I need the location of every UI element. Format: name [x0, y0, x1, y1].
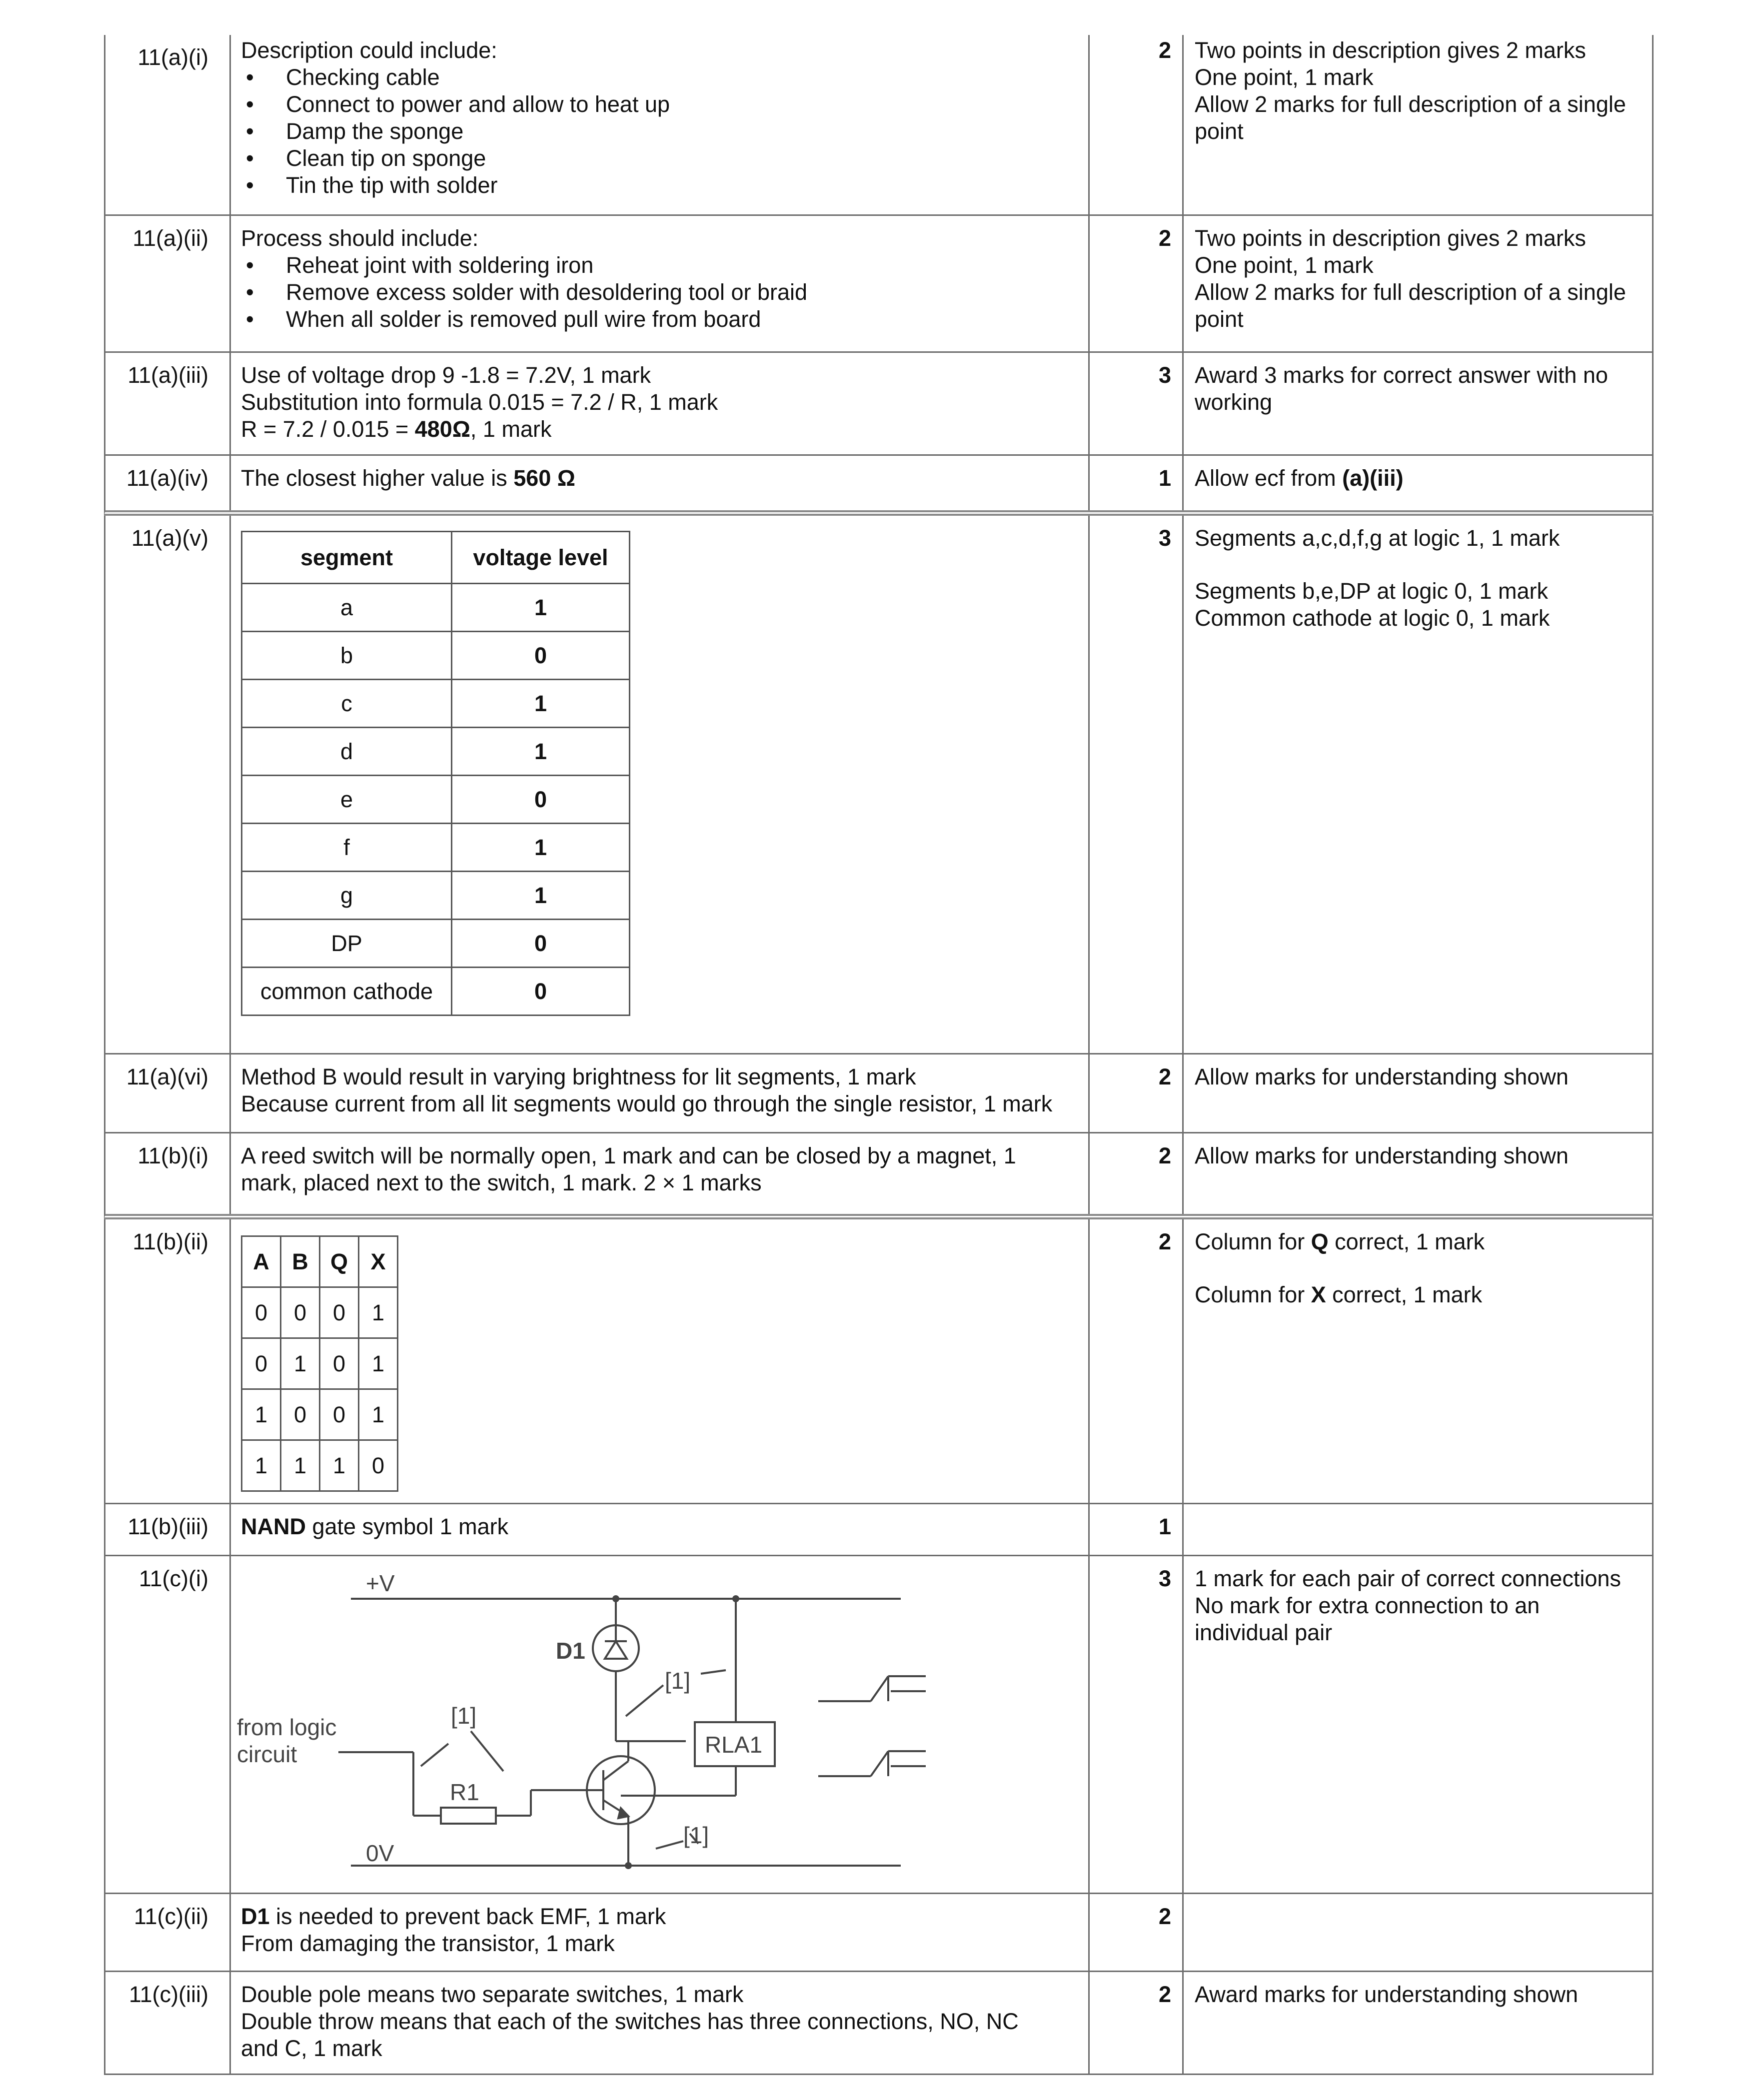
guidance-cell — [1184, 1894, 1652, 1971]
table-row — [242, 824, 630, 872]
voltage-level: 0 — [452, 776, 630, 824]
column-header: segment — [242, 532, 452, 584]
table-row — [104, 1133, 1654, 1219]
answer-cell — [231, 1133, 1090, 1214]
answer-line: mark, placed next to the switch, 1 mark. 2 × 1 marks — [241, 1170, 762, 1195]
table-row — [242, 872, 630, 920]
answer-bullet: • Clean tip on sponge — [241, 145, 1083, 172]
segment-name: e — [242, 776, 452, 824]
voltage-level: 0 — [452, 920, 630, 968]
answer-cell — [231, 1504, 1090, 1555]
guidance-cell — [1184, 1133, 1652, 1214]
annotation-tick — [656, 1841, 683, 1849]
question-number: 11(a)(iii) — [105, 353, 231, 454]
guidance-cell — [1184, 1556, 1652, 1893]
junction-dot — [732, 1595, 739, 1602]
answer-cell — [231, 456, 1090, 510]
answer-line: Substitution into formula 0.015 = 7.2 / R, 1 mark — [241, 389, 718, 415]
resistor-r1 — [441, 1808, 496, 1824]
label-circuit: circuit — [237, 1741, 297, 1767]
answer-line: R = 7.2 / 0.015 = 480Ω, 1 mark — [241, 416, 552, 442]
table-row — [242, 1389, 398, 1440]
truth-cell: 0 — [320, 1287, 359, 1338]
answer-line: Method B would result in varying brightness for lit segments, 1 mark — [241, 1064, 916, 1089]
question-number: 11(b)(iii) — [105, 1504, 231, 1555]
marks-cell: 2 — [1090, 1133, 1184, 1214]
marks-cell: 3 — [1090, 353, 1184, 454]
answer-line: The closest higher value is 560 Ω — [241, 465, 575, 491]
truth-cell: 0 — [281, 1389, 320, 1440]
answer-cell — [231, 35, 1090, 214]
annotation-tick — [701, 1670, 726, 1674]
guidance-cell — [1184, 456, 1652, 510]
table-row — [104, 1054, 1654, 1133]
truth-table-header — [242, 1236, 398, 1287]
table-row — [242, 728, 630, 776]
annotation-tick — [421, 1744, 448, 1766]
table-row — [242, 920, 630, 968]
answer-line: Because current from all lit segments would go through the single resistor, 1 mark — [241, 1091, 1053, 1116]
segment-name: g — [242, 872, 452, 920]
table-row — [242, 584, 630, 632]
marks-cell: 3 — [1090, 1556, 1184, 1893]
guidance-cell — [1184, 1054, 1652, 1132]
marks-cell: 2 — [1090, 1972, 1184, 2074]
guidance-line: Allow 2 marks for full description of a single point — [1195, 279, 1626, 332]
segment-name: a — [242, 584, 452, 632]
answer-value: 560 Ω — [513, 465, 575, 491]
marks-cell: 1 — [1090, 456, 1184, 510]
guidance-line: Common cathode at logic 0, 1 mark — [1195, 605, 1550, 631]
answer-cell — [231, 216, 1090, 351]
answer-bullet: • Remove excess solder with desoldering tool or braid — [241, 279, 1083, 306]
table-row — [104, 1556, 1654, 1894]
guidance-line: Award 3 marks for correct answer with no working — [1195, 362, 1608, 415]
answer-line: and C, 1 mark — [241, 2036, 382, 2061]
label-d1: D1 — [556, 1638, 585, 1664]
question-number: 11(b)(ii) — [105, 1219, 231, 1503]
truth-cell: 1 — [281, 1440, 320, 1491]
table-row — [104, 35, 1654, 216]
voltage-level: 1 — [452, 728, 630, 776]
guidance-line: Column for Q correct, 1 mark — [1195, 1229, 1485, 1254]
marks-cell: 2 — [1090, 35, 1184, 214]
question-number: 11(a)(i) — [105, 35, 231, 214]
answer-bullet: • Tin the tip with solder — [241, 172, 1083, 199]
table-row — [242, 1338, 398, 1389]
answer-bullet: • Reheat joint with soldering iron — [241, 252, 1083, 279]
table-row — [104, 1894, 1654, 1972]
answer-line: A reed switch will be normally open, 1 mark and can be closed by a magnet, 1 — [241, 1143, 1016, 1168]
segment-name: b — [242, 632, 452, 680]
label-rla1: RLA1 — [705, 1732, 763, 1758]
marks-cell: 2 — [1090, 1054, 1184, 1132]
answer-line: D1 is needed to prevent back EMF, 1 mark — [241, 1904, 666, 1929]
table-row — [104, 353, 1654, 456]
answer-cell — [231, 1894, 1090, 1971]
truth-cell: 0 — [242, 1338, 281, 1389]
table-row — [104, 1972, 1654, 2075]
truth-cell: 1 — [281, 1338, 320, 1389]
table-row — [104, 216, 1654, 353]
column-header: B — [281, 1236, 320, 1287]
truth-cell: 0 — [320, 1389, 359, 1440]
logic-truth-table — [241, 1235, 398, 1492]
voltage-level: 1 — [452, 872, 630, 920]
segment-name: DP — [242, 920, 452, 968]
question-number: 11(a)(v) — [105, 516, 231, 1053]
segment-table-header — [242, 532, 630, 584]
annotation-tick — [626, 1685, 663, 1716]
question-number: 11(c)(iii) — [105, 1972, 231, 2074]
guidance-line: Two points in description gives 2 marks — [1195, 225, 1586, 251]
truth-cell: 0 — [281, 1287, 320, 1338]
guidance-cell — [1184, 516, 1652, 1053]
guidance-line: 1 mark for each pair of correct connections — [1195, 1566, 1621, 1591]
answer-cell — [231, 353, 1090, 454]
guidance-line: Column for X correct, 1 mark — [1195, 1282, 1483, 1307]
relay-circuit-diagram — [231, 1556, 1031, 1891]
table-row — [104, 516, 1654, 1054]
truth-cell: 0 — [242, 1287, 281, 1338]
question-number: 11(a)(vi) — [105, 1054, 231, 1132]
guidance-line: Allow marks for understanding shown — [1195, 1064, 1569, 1089]
guidance-line: Allow ecf from (a)(iii) — [1195, 465, 1404, 491]
answer-bullet: • Damp the sponge — [241, 118, 1083, 145]
column-header: X — [359, 1236, 398, 1287]
answer-line: Double pole means two separate switches, 1 mark — [241, 1982, 744, 2007]
truth-cell: 0 — [320, 1338, 359, 1389]
answer-bullet: • Checking cable — [241, 64, 1083, 91]
answer-value: 480Ω — [414, 416, 470, 442]
answer-line: From damaging the transistor, 1 mark — [241, 1931, 615, 1956]
table-row — [104, 1504, 1654, 1556]
marks-cell: 3 — [1090, 516, 1184, 1053]
guidance-cell — [1184, 353, 1652, 454]
truth-cell: 0 — [359, 1440, 398, 1491]
table-row — [242, 776, 630, 824]
column-header: Q — [320, 1236, 359, 1287]
guidance-line: Segments a,c,d,f,g at logic 1, 1 mark — [1195, 525, 1560, 551]
guidance-cell — [1184, 1219, 1652, 1503]
label-mark: [1] — [665, 1668, 691, 1694]
answer-cell — [231, 516, 1090, 1053]
wire — [603, 1761, 628, 1780]
junction-dot — [625, 1862, 632, 1869]
guidance-line: No mark for extra connection to an individual pair — [1195, 1593, 1540, 1645]
table-row — [242, 632, 630, 680]
guidance-cell — [1184, 216, 1652, 351]
guidance-cell — [1184, 35, 1652, 214]
guidance-line: One point, 1 mark — [1195, 252, 1374, 278]
answer-line: Double throw means that each of the switches has three connections, NO, NC — [241, 2009, 1019, 2034]
guidance-line: Award marks for understanding shown — [1195, 1982, 1579, 2007]
marks-cell: 2 — [1090, 216, 1184, 351]
answer-cell — [231, 1054, 1090, 1132]
truth-cell: 1 — [359, 1287, 398, 1338]
truth-cell: 1 — [242, 1389, 281, 1440]
guidance-line: Allow marks for understanding shown — [1195, 1143, 1569, 1168]
switch-contact — [871, 1751, 888, 1776]
answer-bullet: • When all solder is removed pull wire from board — [241, 306, 1083, 333]
guidance-line: Two points in description gives 2 marks — [1195, 37, 1586, 63]
guidance-line: Segments b,e,DP at logic 0, 1 mark — [1195, 578, 1549, 604]
voltage-level: 0 — [452, 968, 630, 1016]
label-mark: [1] — [683, 1822, 709, 1848]
answer-intro: Description could include: — [241, 37, 497, 63]
segment-name: d — [242, 728, 452, 776]
diode-arrow — [605, 1641, 627, 1659]
table-row — [242, 680, 630, 728]
question-number: 11(a)(ii) — [105, 216, 231, 351]
table-row — [104, 1219, 1654, 1504]
answer-cell — [231, 1219, 1090, 1503]
table-row — [242, 968, 630, 1016]
marks-cell: 2 — [1090, 1894, 1184, 1971]
segment-name: common cathode — [242, 968, 452, 1016]
label-from-logic: from logic — [237, 1714, 337, 1740]
voltage-level: 1 — [452, 824, 630, 872]
answer-cell — [231, 1556, 1090, 1893]
question-number: 11(a)(iv) — [105, 456, 231, 510]
segment-name: f — [242, 824, 452, 872]
segment-name: c — [242, 680, 452, 728]
truth-cell: 1 — [320, 1440, 359, 1491]
question-number: 11(b)(i) — [105, 1133, 231, 1214]
label-zero-volts: 0V — [366, 1840, 394, 1866]
table-row — [104, 456, 1654, 516]
answer-intro: Process should include: — [241, 225, 479, 251]
answer-bullet: • Connect to power and allow to heat up — [241, 91, 1083, 118]
label-positive-supply: +V — [366, 1570, 395, 1596]
answer-cell — [231, 1972, 1090, 2074]
truth-cell: 1 — [359, 1389, 398, 1440]
guidance-cell — [1184, 1504, 1652, 1555]
label-r1: R1 — [450, 1779, 479, 1805]
truth-cell: 1 — [359, 1338, 398, 1389]
table-row — [242, 1440, 398, 1491]
switch-contact — [871, 1676, 888, 1701]
voltage-level: 1 — [452, 680, 630, 728]
guidance-cell — [1184, 1972, 1652, 2074]
question-number: 11(c)(ii) — [105, 1894, 231, 1971]
marks-cell: 1 — [1090, 1504, 1184, 1555]
voltage-level: 1 — [452, 584, 630, 632]
voltage-level: 0 — [452, 632, 630, 680]
label-mark: [1] — [451, 1703, 477, 1729]
guidance-line: Allow 2 marks for full description of a single point — [1195, 91, 1626, 144]
segment-table — [241, 531, 630, 1016]
column-header: voltage level — [452, 532, 630, 584]
answer-line: Use of voltage drop 9 -1.8 = 7.2V, 1 mark — [241, 362, 651, 388]
junction-dot — [612, 1595, 619, 1602]
answer-line: NAND gate symbol 1 mark — [241, 1514, 509, 1539]
guidance-line: One point, 1 mark — [1195, 64, 1374, 90]
question-number: 11(c)(i) — [105, 1556, 231, 1893]
marks-cell: 2 — [1090, 1219, 1184, 1503]
annotation-tick — [471, 1731, 503, 1771]
emitter-arrow — [618, 1808, 628, 1818]
truth-cell: 1 — [242, 1440, 281, 1491]
column-header: A — [242, 1236, 281, 1287]
table-row — [242, 1287, 398, 1338]
